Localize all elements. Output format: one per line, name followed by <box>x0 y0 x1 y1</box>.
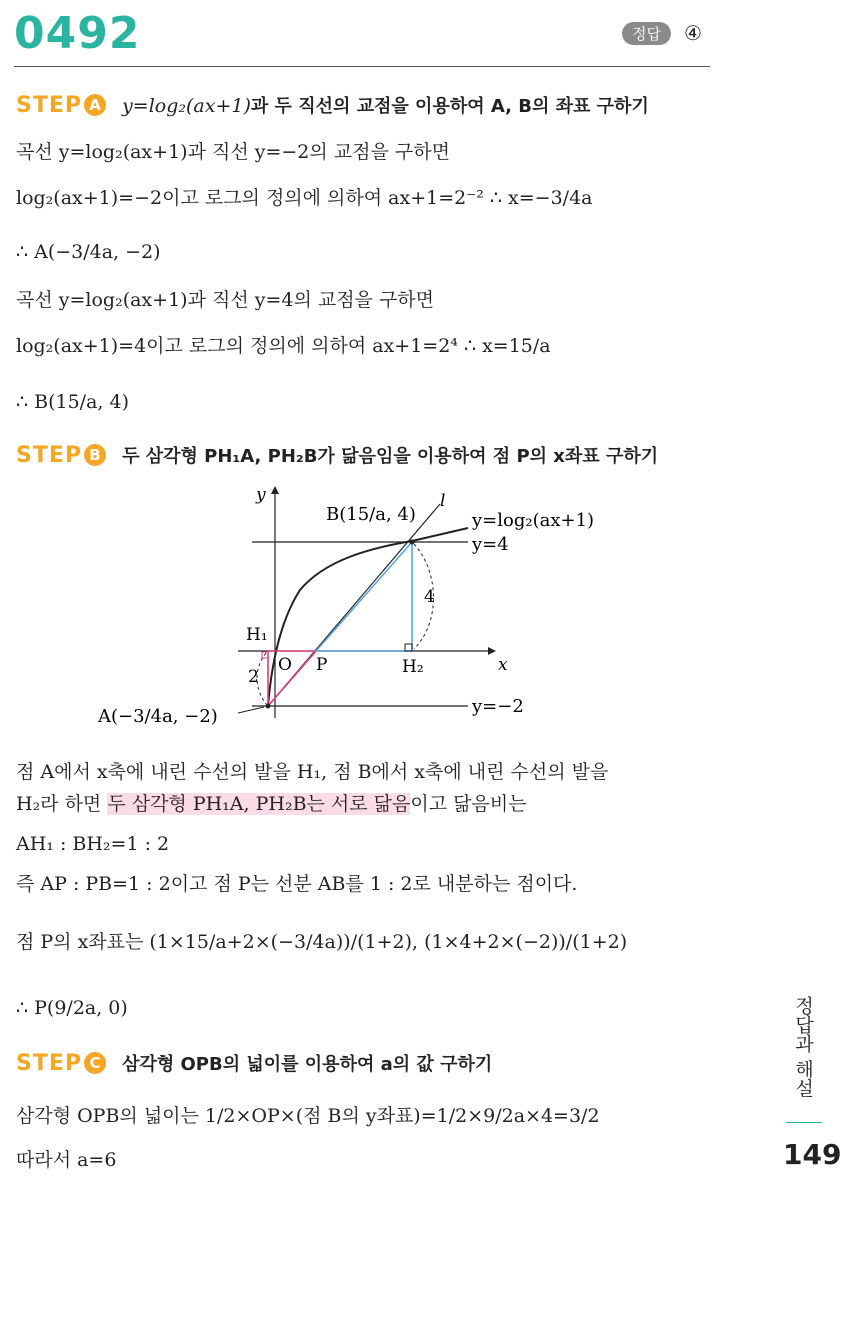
point-a <box>266 704 271 709</box>
step-c-title: 삼각형 OPB의 넓이를 이용하여 a의 값 구하기 <box>122 1054 493 1075</box>
step-c-badge: C <box>84 1052 106 1074</box>
step-a-line1: 곡선 y=log₂(ax+1)과 직선 y=−2의 교점을 구하면 <box>16 141 450 163</box>
label-o: O <box>278 655 292 675</box>
step-b-line2c: 이고 닮음비는 <box>410 793 527 815</box>
x-axis-arrow <box>488 647 496 655</box>
step-b-badge: B <box>84 444 106 466</box>
right-angle-h2 <box>405 644 412 651</box>
step-c-line1: 삼각형 OPB의 넓이는 1/2×OP×(점 B의 y좌표)=1/2×9/2a×4=3/2 <box>16 1105 600 1127</box>
triangle-ph2b <box>316 542 412 651</box>
point-b <box>410 540 415 545</box>
step-b-line6: ∴ P(9/2a, 0) <box>16 997 128 1019</box>
label-b: B(15/a, 4) <box>326 504 416 525</box>
step-a-line5: log₂(ax+1)=4이고 로그의 정의에 의하여 ax+1=2⁴ ∴ x=15/a <box>16 335 551 357</box>
step-a-line4: 곡선 y=log₂(ax+1)과 직선 y=4의 교점을 구하면 <box>16 289 435 311</box>
label-l: l <box>440 491 446 511</box>
step-b-title: 두 삼각형 PH₁A, PH₂B가 닮음임을 이용하여 점 P의 x좌표 구하기 <box>122 446 659 467</box>
label-curve: y=log₂(ax+1) <box>472 510 595 531</box>
step-a-label: STEP <box>16 93 83 118</box>
y-axis-arrow <box>271 486 279 494</box>
step-a-badge: A <box>84 94 106 116</box>
label-axis-y: y <box>256 485 266 505</box>
step-a-line6: ∴ B(15/a, 4) <box>16 391 129 413</box>
step-b-line1: 점 A에서 x축에 내린 수선의 발을 H₁, 점 B에서 x축에 내린 수선의 발을 <box>16 761 609 783</box>
step-a-title: 과 두 직선의 교점을 이용하여 A, B의 좌표 구하기 <box>250 96 649 117</box>
problem-number: 0492 <box>14 8 141 59</box>
step-b-label: STEP <box>16 443 83 468</box>
step-b-line2a: H₂라 하면 <box>16 793 108 815</box>
step-b-line5: 점 P의 x좌표는 (1×15/a+2×(−3/4a))/(1+2), (1×4+2×(−2))/(1+2) <box>16 931 628 953</box>
step-b-line3: AH₁ : BH₂=1 : 2 <box>16 833 170 855</box>
step-a-title-math: y=log₂(ax+1) <box>122 95 251 117</box>
step-b-line4: 즉 AP : PB=1 : 2이고 점 P는 선분 AB를 1 : 2로 내분하는 점이다. <box>16 873 578 895</box>
page-number: 149 <box>783 1138 842 1171</box>
similarity-highlight: 두 삼각형 PH₁A, PH₂B는 서로 닮음 <box>107 793 411 815</box>
label-y4: y=4 <box>472 534 509 555</box>
step-b-header <box>16 444 658 469</box>
section-label: 정답과 해설 <box>792 996 814 1098</box>
pointer-a <box>238 707 264 713</box>
step-a-line3: ∴ A(−3/4a, −2) <box>16 241 161 263</box>
log-graph <box>0 478 844 758</box>
answer-value: ④ <box>684 21 702 45</box>
step-c-label: STEP <box>16 1051 83 1076</box>
label-ym2: y=−2 <box>472 696 524 717</box>
label-2: 2 <box>248 667 259 687</box>
step-c-line2: 따라서 a=6 <box>16 1149 117 1171</box>
label-p: P <box>316 655 328 675</box>
step-a-header <box>16 94 649 119</box>
step-c-header <box>16 1052 492 1077</box>
step-b-line2 <box>16 792 527 816</box>
answer-badge: 정답 <box>622 22 671 45</box>
label-h2: H₂ <box>402 657 424 677</box>
label-h1: H₁ <box>246 625 268 645</box>
label-a: A(−3/4a, −2) <box>98 706 218 727</box>
log-curve <box>268 528 468 706</box>
step-a-line2: log₂(ax+1)=−2이고 로그의 정의에 의하여 ax+1=2⁻² ∴ x=−3/4a <box>16 187 593 209</box>
label-4: 4 <box>424 587 435 607</box>
header-divider <box>14 66 710 67</box>
label-axis-x: x <box>498 655 508 675</box>
sidebar-divider <box>786 1122 822 1123</box>
